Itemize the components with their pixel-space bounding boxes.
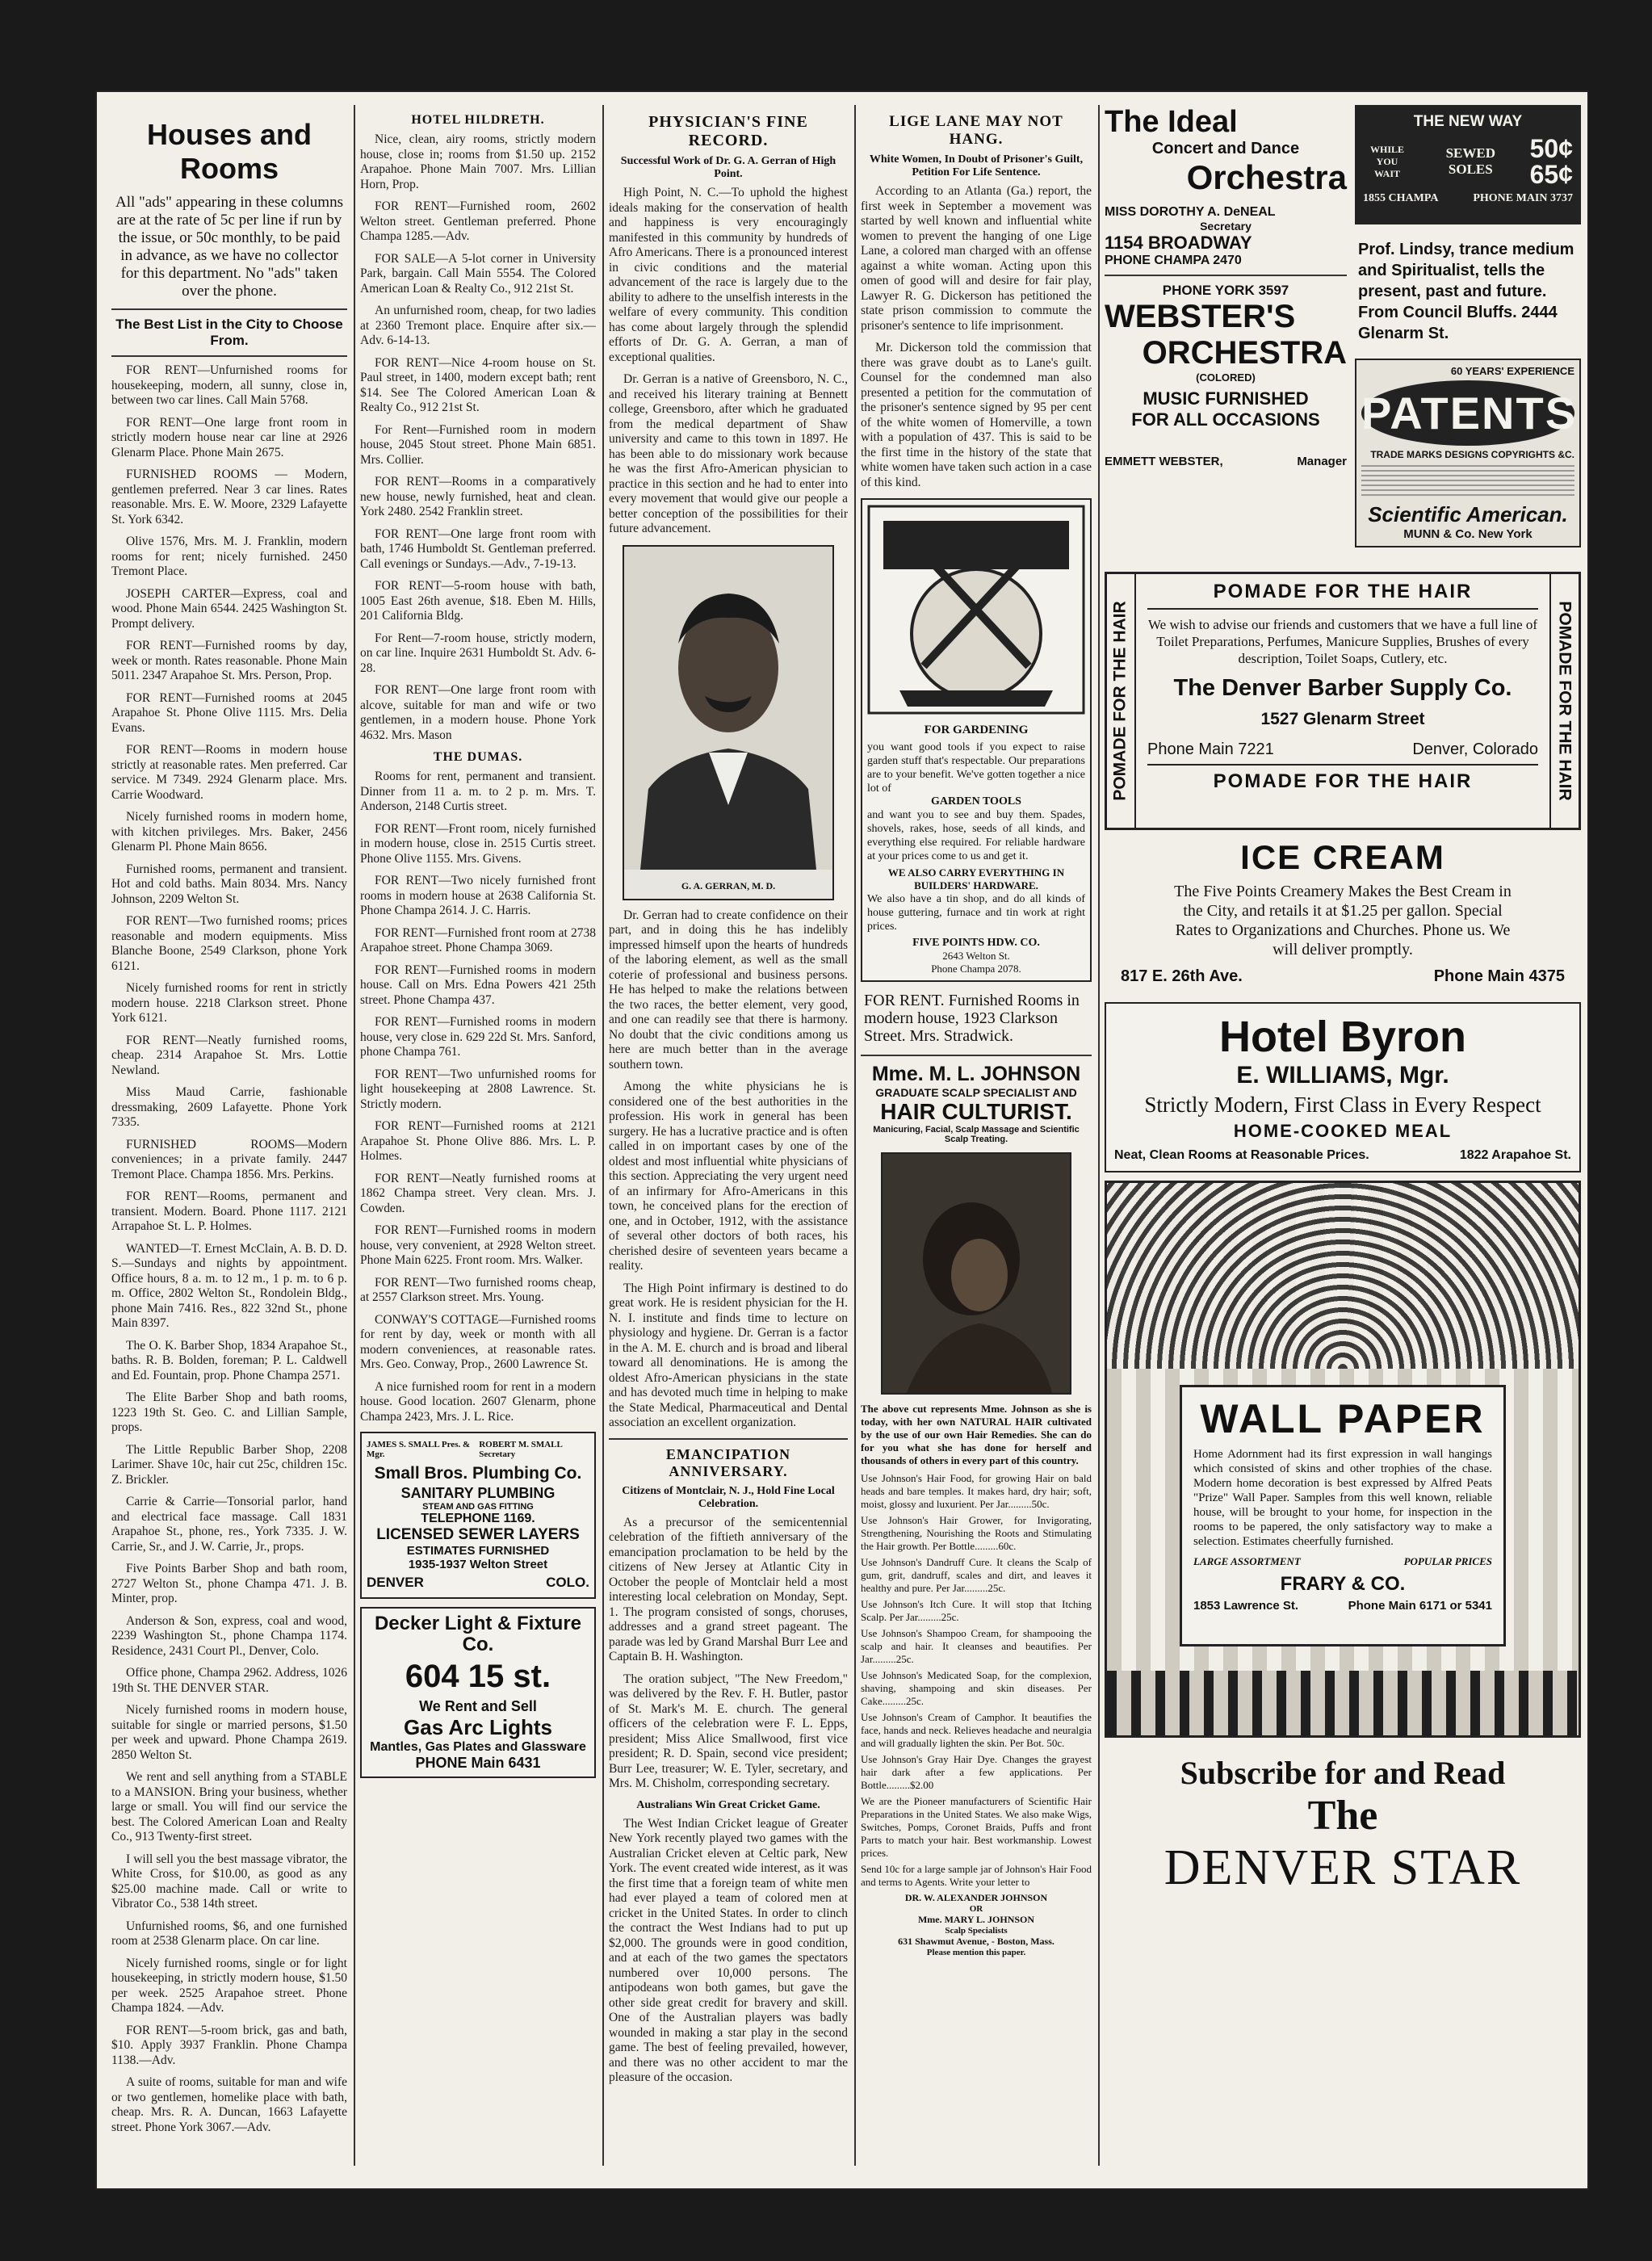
barber-supply-city: Denver, Colorado — [1412, 740, 1538, 758]
emancipation-para-2: The oration subject, "The New Freedom," was delivered by the Rev. F. H. Butler, pastor of St. Mark's M. E. church. The general officers of the celebration were F. L. Epps, president; Miss Alice Smallwood, first vice president; R. D. Spain, second vice president; Burr Lee, treasurer; W. E. Tyler, secretary, and Mrs. M. Chisholm, corresponding secretary. — [609, 1672, 848, 1790]
frary-name: FRARY & CO. — [1280, 1573, 1406, 1595]
ideal-subtitle: Concert and Dance — [1151, 140, 1300, 157]
johnson-product-0: Use Johnson's Hair Food, for growing Hair on bald heads and bare temples. It makes hard, dry hair; soft, moist, glossy and luxurient. Per Jar.........50c. — [861, 1472, 1092, 1510]
ice-cream-ad — [1105, 830, 1581, 994]
decker-line1: We Rent and Sell — [419, 1698, 537, 1714]
mme-johnson-portrait — [881, 1152, 1071, 1395]
decker-phone: PHONE Main 6431 — [415, 1755, 541, 1771]
decker-address: 604 15 st. — [405, 1659, 551, 1694]
patents-experience: 60 YEARS' EXPERIENCE — [1450, 365, 1574, 377]
classified-ad-3: Olive 1576, Mrs. M. J. Franklin, modern rooms for rent; nicely furnished. 2450 Tremont Place. — [111, 535, 347, 578]
classified-ad-2a-4: FOR RENT—Nice 4-room house on St. Paul street, in 1400, modern except bath; rent $14. See The Colored American Loan & Realty Co., 912 21st St. — [360, 355, 596, 414]
webster-manager-title: Manager — [1297, 455, 1347, 468]
gerran-portrait — [623, 545, 834, 900]
johnson-product-1: Use Johnson's Hair Grower, for Invigorating, Strengthening, Nourishing the Roots and Stimulating the Hair growth. Per Bottle.........60c. — [861, 1514, 1092, 1552]
classified-ad-6: FOR RENT—Furnished rooms at 2045 Arapahoe St. Phone Olive 1115. Mrs. Delia Evans. — [111, 690, 347, 735]
webster-music-1: MUSIC FURNISHED — [1143, 388, 1309, 409]
lige-lane-column — [861, 113, 1092, 2164]
classified-ad-23: Office phone, Champa 2962. Address, 1026 19th St. THE DENVER STAR. — [111, 1666, 347, 1695]
ice-cream-phone: Phone Main 4375 — [1433, 967, 1565, 985]
physician-subhead: Successful Work of Dr. G. A. Gerran of High Point. — [620, 155, 836, 180]
decker-name: Decker Light & Fixture Co. — [374, 1613, 582, 1655]
garden-tools-illustration — [867, 505, 1085, 715]
lige-lane-subhead: White Women, In Doubt of Prisoner's Guilt, Petition For Life Sentence. — [869, 153, 1084, 178]
classified-ad-29: FOR RENT—5-room brick, gas and bath, $10. Apply 3937 Franklin. Phone Champa 1138.—Adv. — [111, 2023, 347, 2067]
mme-johnson-grad: GRADUATE SCALP SPECIALIST AND — [875, 1086, 1077, 1099]
classified-ads-list-2a — [360, 132, 596, 743]
hotel-byron-ad — [1105, 1002, 1581, 1172]
mme-johnson-services: Manicuring, Facial, Scalp Massage and Scientific Scalp Treating. — [873, 1125, 1080, 1144]
classified-ad-20: Carrie & Carrie—Tonsorial parlor, hand and electrical face massage. Call 1831 Arapahoe St., phone, res., York 7335. J. W. Carrie, Sr., and J. W. Carrie, Jr., props. — [111, 1495, 347, 1554]
mme-johnson-name: Mme. M. L. JOHNSON — [871, 1063, 1081, 1085]
johnson-product-9: Send 10c for a large sample jar of Johnson's Hair Food and terms to Agents. Write your letter to — [861, 1863, 1092, 1888]
pomade-side-right: POMADE FOR THE HAIR — [1556, 601, 1574, 801]
johnson-product-5: Use Johnson's Medicated Soap, for the complexion, shaving, shampoing and skin diseases. Per Cake.........25c. — [861, 1669, 1092, 1707]
classified-ad-16: WANTED—T. Ernest McClain, A. B. D. D. S.—Sundays and nights by appointment. Office hours, 8 a. m. to 12 m., 1 p. m. to 6 p. m. Office, 2802 Welton St., Rondolein Bldg., phone Main 7416. Res., 822 32nd St., phone Main 8397. — [111, 1241, 347, 1330]
small-sec: ROBERT M. SMALL Secretary — [479, 1440, 563, 1459]
hotel-byron-meal: HOME-COOKED MEAL — [1233, 1121, 1453, 1141]
webster-phone: PHONE YORK 3597 — [1162, 283, 1289, 298]
emancipation-headline: EMANCIPATION ANNIVERSARY. — [665, 1445, 791, 1479]
hardware-address: 2643 Welton St. — [942, 950, 1010, 962]
classified-ad-2a-2: FOR SALE—A 5-lot corner in University Park, bargain. Call Main 5554. The Colored American Loan & Realty Co., 912 21st St. — [360, 251, 596, 296]
patents-trademarks: TRADE MARKS DESIGNS COPYRIGHTS &C. — [1370, 449, 1574, 460]
classified-ad-2b-5: FOR RENT—Furnished rooms in modern house, very close in. 629 22d St. Mrs. Sanford, phone Champa 761. — [360, 1015, 596, 1059]
rates-notice: All "ads" appearing in these columns are at the rate of 5c per line if run by the issue, or 50c monthly, to be paid in advance, as we have no collector for this department. No "ads" taken over the phone. — [115, 194, 343, 300]
johnson-product-8: We are the Pioneer manufacturers of Scientific Hair Preparations in the United States. We also make Wigs, Switches, Pomps, Coronet Braids, Puffs and front Parts to match your hair. Best workmanship. Lowest prices. — [861, 1795, 1092, 1859]
physician-para-1: High Point, N. C.—To uphold the highest ideals making for the conservation of health and happiness is very encouragingly manifested in this community by hundreds of Afro Americans. There is a pronounced interest in civic conditions and the material advancement of the race is largely due to the ability to adhere to the unselfish interests in the welfare of every community. This condition has come about largely through the splendid efforts of Dr. G. A. Gerran, a man of exceptional qualities. — [609, 186, 848, 364]
classified-ad-10: FOR RENT—Two furnished rooms; prices reasonable and modern equipments. Miss Blanche Boone, 2549 Clarkson, phone York 6121. — [111, 914, 347, 973]
hotel-byron-address: 1822 Arapahoe St. — [1459, 1148, 1571, 1162]
johnson-addr-1: DR. W. ALEXANDER JOHNSON — [904, 1892, 1048, 1903]
classified-ad-17: The O. K. Barber Shop, 1834 Arapahoe St., baths. R. B. Bolden, foreman; P. L. Caldwell and Ed. Fountain, prop. Phone Champa 2571. — [111, 1338, 347, 1382]
classified-ad-2b-7: FOR RENT—Furnished rooms at 2121 Arapahoe St. Phone Olive 886. Mrs. L. P. Holmes. — [360, 1119, 596, 1163]
webster-orchestra: ORCHESTRA — [1142, 335, 1347, 371]
pomade-ad — [1105, 572, 1581, 830]
barber-supply-name: The Denver Barber Supply Co. — [1173, 675, 1512, 701]
classified-ad-2b-12: A nice furnished room for rent in a modern house. Good location. 2607 Glenarm, phone Champa 2423, Mrs. J. L. Rice. — [360, 1379, 596, 1424]
small-line3: TELEPHONE 1169. — [421, 1512, 535, 1525]
frary-address: 1853 Lawrence St. — [1193, 1599, 1299, 1613]
johnson-addr-3: Mme. MARY L. JOHNSON — [917, 1914, 1035, 1925]
subscribe-line-3: DENVER STAR — [1164, 1840, 1522, 1895]
display-ads-column — [1105, 105, 1581, 2164]
classified-ad-13: Miss Maud Carrie, fashionable dressmaking, 2609 Lafayette. Phone York 7335. — [111, 1085, 347, 1129]
hardware-phone: Phone Champa 2078. — [931, 963, 1021, 975]
lige-lane-para-2: Mr. Dickerson told the commission that there was grave doubt as to Lane's guilt. Counsel for the condemned man also presented a petition for the commutation of the prisoner's sentence signed by 95 per cent of the white women of Homerville, a town with a population of 437. This is said to be the first time in the history of the state that white women have taken such action in a case of this kind. — [861, 341, 1092, 489]
dumas-heading: THE DUMAS. — [433, 750, 523, 764]
classified-ad-2a-1: FOR RENT—Furnished room, 2602 Welton street. Gentleman preferred. Phone Champa 1285.—Adv. — [360, 199, 596, 243]
subscribe-line-2: The — [1307, 1793, 1378, 1839]
subscribe-line-1: Subscribe for and Read — [1180, 1755, 1506, 1791]
top-ads-row — [1105, 105, 1581, 556]
small-city: DENVER — [367, 1575, 424, 1590]
classified-ad-2a-7: FOR RENT—One large front room with bath, 1746 Humboldt St. Gentleman preferred. Call evenings or Sundays.—Adv., 7-19-13. — [360, 526, 596, 571]
decker-line2: Gas Arc Lights — [404, 1715, 552, 1739]
mme-johnson-intro: The above cut represents Mme. Johnson as she is today, with her own NATURAL HAIR cultivated by the use of our own Hair Remedies. She can do for you what she has done for herself and thousands of others in every part of this country. — [861, 1403, 1092, 1466]
johnson-product-6: Use Johnson's Cream of Camphor. It beautifies the face, hands and neck. Relieves headache and neuralgia and will gradually lighten the skin. Per Bot. 50c. — [861, 1711, 1092, 1749]
physician-para-4: Dr. Gerran had to create confidence on their part, and in doing this he has indelibly impressed himself upon the hearts of hundreds of the laboring element, as well as the small coterie of professional and business persons. He has helped to make the relations between the two races, the better element, very good, and one can readily see that there is harmony. No doubt that the civic conditions among us here are much better than in the average southern town. — [609, 908, 848, 1072]
hotel-byron-manager: E. WILLIAMS, Mgr. — [1236, 1062, 1449, 1089]
patents-scientific: Scientific American. — [1368, 502, 1568, 526]
garden-text-2: and want you to see and buy them. Spades, shovels, rakes, hose, seeds of all kinds, and everything else required. For reliable hardware at your prices come to us and get it. — [867, 809, 1085, 862]
classified-ad-2a-3: An unfurnished room, cheap, for two ladies at 2360 Tremont place. Enquire after six.—Adv. 6-14-13. — [360, 304, 596, 347]
small-line4: LICENSED SEWER LAYERS — [376, 1526, 580, 1543]
classified-ad-30: A suite of rooms, suitable for man and wife or two gentlemen, homelike place with bath, cheap. Mrs. R. A. Duncan, 1663 Lafayette street. Phone York 3067.—Adv. — [111, 2075, 347, 2134]
classified-ad-27: Unfurnished rooms, $6, and one furnished room at 2538 Glenarm place. On car line. — [111, 1919, 347, 1948]
classified-ad-1: FOR RENT—One large front room in strictly modern house near car line at 2926 Glenarm Place. Phone Main 2675. — [111, 415, 347, 459]
ice-cream-body: The Five Points Creamery Makes the Best Cream in the City, and retails it at $1.25 per gallon. Special Rates to Organizations and Churches. Phone us. We will deliver promptly. — [1174, 883, 1512, 959]
ideal-secretary: Secretary — [1200, 220, 1252, 233]
classified-column-2 — [360, 113, 596, 2164]
mme-johnson-products — [861, 1472, 1092, 1889]
small-line2: STEAM AND GAS FITTING — [422, 1502, 534, 1512]
new-way-sewed: SEWED SOLES — [1445, 145, 1495, 177]
cricket-headline: Australians Win Great Cricket Game. — [636, 1798, 820, 1811]
wall-paper-assortment: LARGE ASSORTMENT — [1193, 1555, 1301, 1567]
small-state: COLO. — [546, 1575, 589, 1590]
classified-ad-2b-9: FOR RENT—Furnished rooms in modern house, very convenient, at 2928 Welton street. Phone Main 6225. Front room. Mrs. Walker. — [360, 1223, 596, 1267]
houses-rooms-column — [111, 113, 347, 2164]
classified-ad-5: FOR RENT—Furnished rooms by day, week or month. Rates reasonable. Phone Main 5011. 2347 Arapahoe St. Mrs. Person, Prop. — [111, 639, 347, 682]
classified-ad-19: The Little Republic Barber Shop, 2208 Larimer. Shave 10c, hair cut 25c, children 15c. Z. Brickler. — [111, 1442, 347, 1487]
classified-ad-26: I will sell you the best massage vibrator, the White Cross, for $10.00, as good as any $25.00 machine made. Call or write to Vibrator Co., 538 14th street. — [111, 1852, 347, 1911]
barber-supply-phone: Phone Main 7221 — [1147, 740, 1274, 758]
classified-ad-2b-3: FOR RENT—Furnished front room at 2738 Arapahoe street. Phone Champa 3069. — [360, 925, 596, 954]
hotel-hildreth-heading: HOTEL HILDRETH. — [411, 113, 545, 127]
right-top-ads — [1355, 105, 1581, 556]
physician-para-6: The High Point infirmary is destined to do great work. He is resident physician for the H. N. I. institute and finds time to lecture on physiology and hygiene. Dr. Gerran is a factor in the A. M. E. church and is broad and liberal toward all denominations. He is among the oldest Afro-American physicians in the state and has devoted much time in helping to make the State Medical, Pharmaceutical and Dental association an excellent organization. — [609, 1281, 848, 1429]
classified-ad-9: Furnished rooms, permanent and transient. Hot and cold baths. Main 8034. Mrs. Nancy Johnson, 2209 Welton St. — [111, 862, 347, 906]
ideal-orchestra: Orchestra — [1186, 158, 1347, 196]
wall-paper-ad — [1105, 1181, 1581, 1738]
pomade-foot: POMADE FOR THE HAIR — [1147, 764, 1538, 793]
johnson-product-7: Use Johnson's Gray Hair Dye. Changes the grayest hair dark after a few applications. Per Bottle.........$2.00 — [861, 1753, 1092, 1791]
small-bros-name: Small Bros. Plumbing Co. — [374, 1464, 582, 1483]
ideal-orchestra-ad — [1105, 105, 1347, 556]
best-list-heading: The Best List in the City to Choose From. — [115, 317, 343, 348]
classified-ad-2a-5: For Rent—Furnished room in modern house, 2045 Stout street. Phone Main 6851. Mrs. Collier. — [360, 422, 596, 467]
classified-ads-list-2b — [360, 770, 596, 1424]
classified-ad-2a-0: Nice, clean, airy rooms, strictly modern house, close in; rooms from $1.50 up. 2152 Arapahoe. Phone Main 7007. Mrs. Lillian Horn, Prop. — [360, 132, 596, 191]
new-way-ad — [1355, 105, 1581, 224]
decker-line3: Mantles, Gas Plates and Glassware — [370, 1740, 586, 1754]
portrait-image — [624, 547, 832, 870]
emancipation-subhead: Citizens of Montclair, N. J., Hold Fine Local Celebration. — [622, 1484, 835, 1510]
classified-ad-21: Five Points Barber Shop and bath room, 2727 Welton St., phone Champa 471. J. B. Minter, prop. — [111, 1562, 347, 1605]
webster-colored: (COLORED) — [1196, 371, 1256, 384]
johnson-addr-6: Please mention this paper. — [926, 1948, 1026, 1957]
lige-lane-headline: LIGE LANE MAY NOT HANG. — [889, 113, 1063, 148]
classified-ad-24: Nicely furnished rooms in modern house, suitable for single or married persons, $1.50 per week and upward. Phone Champa 2619. 2850 Welton St. — [111, 1703, 347, 1762]
classified-ad-18: The Elite Barber Shop and bath rooms, 1223 19th St. Geo. C. and Lillian Sample, props. — [111, 1391, 347, 1434]
frary-phone: Phone Main 6171 or 5341 — [1348, 1599, 1492, 1613]
hotel-byron-line: Strictly Modern, First Class in Every Respect — [1144, 1093, 1541, 1117]
classified-ad-15: FOR RENT—Rooms, permanent and transient. Modern. Board. Phone 1117. 2121 Arrapahoe St. L. P. Holmes. — [111, 1189, 347, 1233]
garden-tools-label: GARDEN TOOLS — [931, 795, 1021, 808]
small-line5: ESTIMATES FURNISHED — [406, 1544, 550, 1558]
hotel-byron-title: Hotel Byron — [1218, 1013, 1467, 1061]
mme-johnson-hair-culturist: HAIR CULTURIST. — [880, 1099, 1072, 1124]
classified-ad-2a-8: FOR RENT—5-room house with bath, 1005 East 26th avenue, $18. Eben M. Hills, 201 California Bldg. — [360, 579, 596, 623]
classified-ad-7: FOR RENT—Rooms in modern house strictly at reasonable rates. Men preferred. Car service. M 7349. 2924 Glenarm place. Mrs. Carrie Woodward. — [111, 743, 347, 802]
ideal-phone: PHONE CHAMPA 2470 — [1105, 254, 1242, 267]
johnson-product-3: Use Johnson's Itch Cure. It will stop that Itching Scalp. Per Jar.........25c. — [861, 1598, 1092, 1623]
classified-ad-2b-2: FOR RENT—Two nicely furnished front rooms in modern house at 2638 California St. Phone Champa 2614. J. C. Harris. — [360, 874, 596, 917]
johnson-photo — [883, 1154, 1070, 1393]
pomade-body: We wish to advise our friends and customers that we have a full line of Toilet Preparations, Perfumes, Manicure Supplies, Brushes of every description, Toilet Soaps, Cutlery, etc. — [1147, 617, 1538, 666]
webster-name: WEBSTER'S — [1105, 299, 1296, 334]
physician-para-2: Dr. Gerran is a native of Greensboro, N. C., and received his literary training at Bennett college, Greensboro, after which he graduated from the medical department of Shaw university and came to this town in 1897. He has been able to do missionary work because he was the first Afro-American physician to practice in this section and he had to enter into every movement that would give our people a better conception of the possibilities for their future advancement. — [609, 372, 848, 535]
classified-ad-2b-8: FOR RENT—Neatly furnished rooms at 1862 Champa street. Very clean. Mrs. J. Cowden. — [360, 1171, 596, 1215]
pomade-head: POMADE FOR THE HAIR — [1147, 581, 1538, 610]
garden-text-3: We also have a tin shop, and do all kinds of house guttering, furnace and tin work at right prices. — [867, 893, 1085, 933]
new-way-phone: PHONE MAIN 3737 — [1473, 192, 1573, 204]
patents-ad — [1355, 359, 1581, 547]
portrait-caption: G. A. GERRAN, M. D. — [681, 879, 776, 891]
johnson-product-2: Use Johnson's Dandruff Cure. It cleans the Scalp of gum, grit, dandruff, scales and dirt, and leaves it healthy and pure. Per Jar.........25c. — [861, 1556, 1092, 1594]
pomade-side-left: POMADE FOR THE HAIR — [1111, 601, 1130, 801]
garden-text-1: you want good tools if you expect to raise garden stuff that's respectable. Our preparations are to your benefit. We've gotten together a nice lot of — [867, 741, 1085, 795]
houses-rooms-title: Houses and Rooms — [146, 118, 312, 185]
ideal-address: 1154 BROADWAY — [1105, 233, 1252, 253]
garden-carry: WE ALSO CARRY EVERYTHING IN BUILDERS' HARDWARE. — [887, 866, 1065, 891]
classified-ad-2b-10: FOR RENT—Two furnished rooms cheap, at 2557 Clarkson street. Mrs. Young. — [360, 1275, 596, 1304]
garden-heading: FOR GARDENING — [924, 724, 1029, 736]
webster-manager: EMMETT WEBSTER, — [1105, 455, 1223, 468]
classified-ads-list — [111, 363, 347, 2135]
ice-cream-address: 817 E. 26th Ave. — [1121, 967, 1243, 985]
ideal-contact: MISS DOROTHY A. DeNEAL — [1105, 205, 1276, 219]
classified-ad-2a-6: FOR RENT—Rooms in a comparatively new house, newly furnished, heat and clean. York 2480. 2542 Franklin street. — [360, 475, 596, 518]
hardware-name: FIVE POINTS HDW. CO. — [912, 937, 1040, 949]
subscribe-ad — [1105, 1738, 1581, 1897]
classified-ad-2b-0: Rooms for rent, permanent and transient. Dinner from 11 a. m. to 2 p. m. Mrs. T. Anderson, 2148 Curtis street. — [360, 770, 596, 813]
classified-ad-12: FOR RENT—Neatly furnished rooms, cheap. 2314 Arapahoe St. Mrs. Lottie Newland. — [111, 1033, 347, 1077]
emancipation-para-1: As a precursor of the semicentennial celebration of the fiftieth anniversary of the emancipation proclamation to be held by the citizens of New Jersey at Atlantic City in October the people of Montclair held a most interesting local celebration on Monday, Sept. 1. The program consisted of songs, choruses, addresses and a grand street pageant. The parade was led by Grand Marshal Burr Lee and Captain B. H. Washington. — [609, 1515, 848, 1663]
classified-ad-0: FOR RENT—Unfurnished rooms for housekeeping, modern, all sunny, close in, between two car lines. Call Main 5768. — [111, 363, 347, 407]
classified-ad-8: Nicely furnished rooms in modern home, with kitchen privileges. Mrs. Baker, 2456 Glenarm Pl. Phone Main 8656. — [111, 810, 347, 854]
patents-title: PATENTS — [1361, 380, 1574, 446]
wall-paper-title: WALL PAPER — [1200, 1396, 1486, 1441]
new-way-price-1: 50¢ — [1529, 134, 1573, 163]
small-line6: 1935-1937 Welton Street — [408, 1558, 548, 1571]
classified-ad-14: FURNISHED ROOMS—Modern conveniences; in a private family. 2447 Tremont Place. Champa 1856. Mrs. Perkins. — [111, 1137, 347, 1181]
classified-ad-2b-4: FOR RENT—Furnished rooms in modern house. Call on Mrs. Edna Powers 421 25th street. Phone Champa 437. — [360, 963, 596, 1007]
classified-ad-2a-9: For Rent—7-room house, strictly modern, on car line. Inquire 2631 Humboldt St. Adv. 6-28. — [360, 631, 596, 675]
new-way-while: WHILE YOU WAIT — [1369, 143, 1404, 179]
classified-ad-2b-6: FOR RENT—Two unfurnished rooms for light housekeeping at 2808 Lawrence. St. Strictly modern. — [360, 1067, 596, 1111]
physician-para-5: Among the white physicians he is considered one of the best authorities in the profession. His work in general has been surgery. He has a lucrative practice and is often called in on important cases by one of the oldest and most influential white physicians of this section. Appreciating the very urgent need of an infirmary for Afro-Americans in this town, he conceived plans for the erection of one, and in October, 1912, with the assistance of several other doctors of both races, his cherished desire of seventeen years became a reality. — [609, 1080, 848, 1273]
lige-lane-para-1: According to an Atlanta (Ga.) report, the first week in September a movement was started by well known and influential white women to prevent the hanging of one Lige Lane, a colored man charged with an offense against a white woman. Acting upon this omen of good will and desire for fair play, Lawyer R. G. Dickerson has petitioned the state prison commission to commute the prisoner's sentence to life imprisonment. — [861, 184, 1092, 333]
classified-ad-2: FURNISHED ROOMS — Modern, gentlemen preferred. Near 3 car lines. Rates reasonable. Mrs. E. W. Moore, 2329 Lafayette St. York 6342. — [111, 468, 347, 526]
prof-lindsy-ad: Prof. Lindsy, trance medium and Spiritualist, tells the present, past and future. From Council Bluffs. 2444 Glenarm St. — [1358, 241, 1574, 342]
new-way-title: THE NEW WAY — [1413, 113, 1523, 130]
new-way-price-2: 65¢ — [1529, 160, 1573, 189]
classified-ad-2b-11: CONWAY'S COTTAGE—Furnished rooms for rent by day, week or month with all modern conveniences, at reasonable rates. Mrs. Geo. Conway, Prop., 2600 Lawrence St. — [360, 1312, 596, 1371]
johnson-addr-4: Scalp Specialists — [945, 1926, 1008, 1936]
classified-ad-2b-1: FOR RENT—Front room, nicely furnished in modern house, close in. 2515 Curtis street. Phone Olive 1155. Mrs. Givens. — [360, 821, 596, 866]
clarkson-rent-ad: FOR RENT. Furnished Rooms in modern house, 1923 Clarkson Street. Mrs. Stradwick. — [864, 992, 1080, 1045]
johnson-addr-2: OR — [969, 1904, 983, 1914]
hotel-byron-rooms: Neat, Clean Rooms at Reasonable Prices. — [1114, 1148, 1369, 1162]
barber-supply-address: 1527 Glenarm Street — [1260, 710, 1425, 728]
classified-ad-11: Nicely furnished rooms for rent in strictly modern house. 2218 Clarkson street. Phone York 6121. — [111, 981, 347, 1025]
classified-ad-25: We rent and sell anything from a STABLE to a MANSION. Bring your business, whether large or small. You will find our service the best. The Colored American Loan and Realty Co., 913 Twenty-first street. — [111, 1770, 347, 1844]
cricket-para: The West Indian Cricket league of Greater New York recently played two games with the Australian Cricket eleven at Celtic park, New York. The event created wide interest, as it was the first time that a foreign team of white men had ever played a team of colored men at cricket in the United States. In order to clinch the contract the West Indians had to put up $2,000. The grounds were in good condition, and at each of the two games the spectators numbered over 10,000 persons. The antipodeans won both games, but gave the other side great credit for bravery and skill. One of the Australian players was badly wounded in making a star play in the second game. The best of feeling prevailed, however, and there was no other accident to mar the pleasure of the occasion. — [609, 1816, 848, 2084]
new-way-address: 1855 CHAMPA — [1363, 192, 1439, 204]
small-pres: JAMES S. SMALL Pres. & Mgr. — [367, 1440, 471, 1459]
johnson-product-4: Use Johnson's Shampoo Cream, for shampooing the scalp and hair. It cleanses and beautifies. Per Jar.........25c. — [861, 1627, 1092, 1665]
webster-music-2: FOR ALL OCCASIONS — [1131, 409, 1320, 430]
classified-ad-28: Nicely furnished rooms, single or for light housekeeping, in strictly modern house, $1.50 per week. 2525 Arapahoe street. Phone Champa 1824. —Adv. — [111, 1956, 347, 2015]
classified-ad-2a-10: FOR RENT—One large front room with alcove, suitable for man and wife or two gentlemen, in a modern house. Phone York 4632. Mrs. Mason — [360, 683, 596, 742]
wall-paper-prices: POPULAR PRICES — [1403, 1555, 1492, 1567]
physician-column — [609, 113, 848, 2164]
decker-light-ad — [360, 1607, 596, 1778]
physician-headline: PHYSICIAN'S FINE RECORD. — [648, 113, 808, 149]
ideal-title: The Ideal — [1105, 105, 1238, 139]
classified-ad-4: JOSEPH CARTER—Express, coal and wood. Phone Main 6544. 2425 Washington St. Prompt delivery. — [111, 586, 347, 631]
wall-paper-body: Home Adornment had its first expression in wall hangings which consisted of skins and other trophies of the chase. Modern home decoration is best expressed by Alfred Peats "Prize" Wall Paper. Samples from this well known, reliable house, will be brought to your home, for inspection in the rooms to be papered, the only satisfactory way to make a selection. Estimates cheerfully furnished. — [1193, 1448, 1492, 1548]
johnson-addr-5: 631 Shawmut Avenue, - Boston, Mass. — [898, 1936, 1055, 1947]
five-points-hardware-ad — [861, 498, 1092, 982]
newspaper-page — [95, 90, 1589, 2190]
patents-munn: MUNN & Co. New York — [1403, 527, 1533, 541]
small-bros-plumbing-ad — [360, 1432, 596, 1599]
small-line1: SANITARY PLUMBING — [400, 1485, 556, 1501]
ice-cream-title: ICE CREAM — [1240, 838, 1445, 876]
classified-ad-22: Anderson & Son, express, coal and wood, 2239 Washington St., phone Champa 1174. Residence, 2431 Court Pl., Denver, Colo. — [111, 1613, 347, 1658]
